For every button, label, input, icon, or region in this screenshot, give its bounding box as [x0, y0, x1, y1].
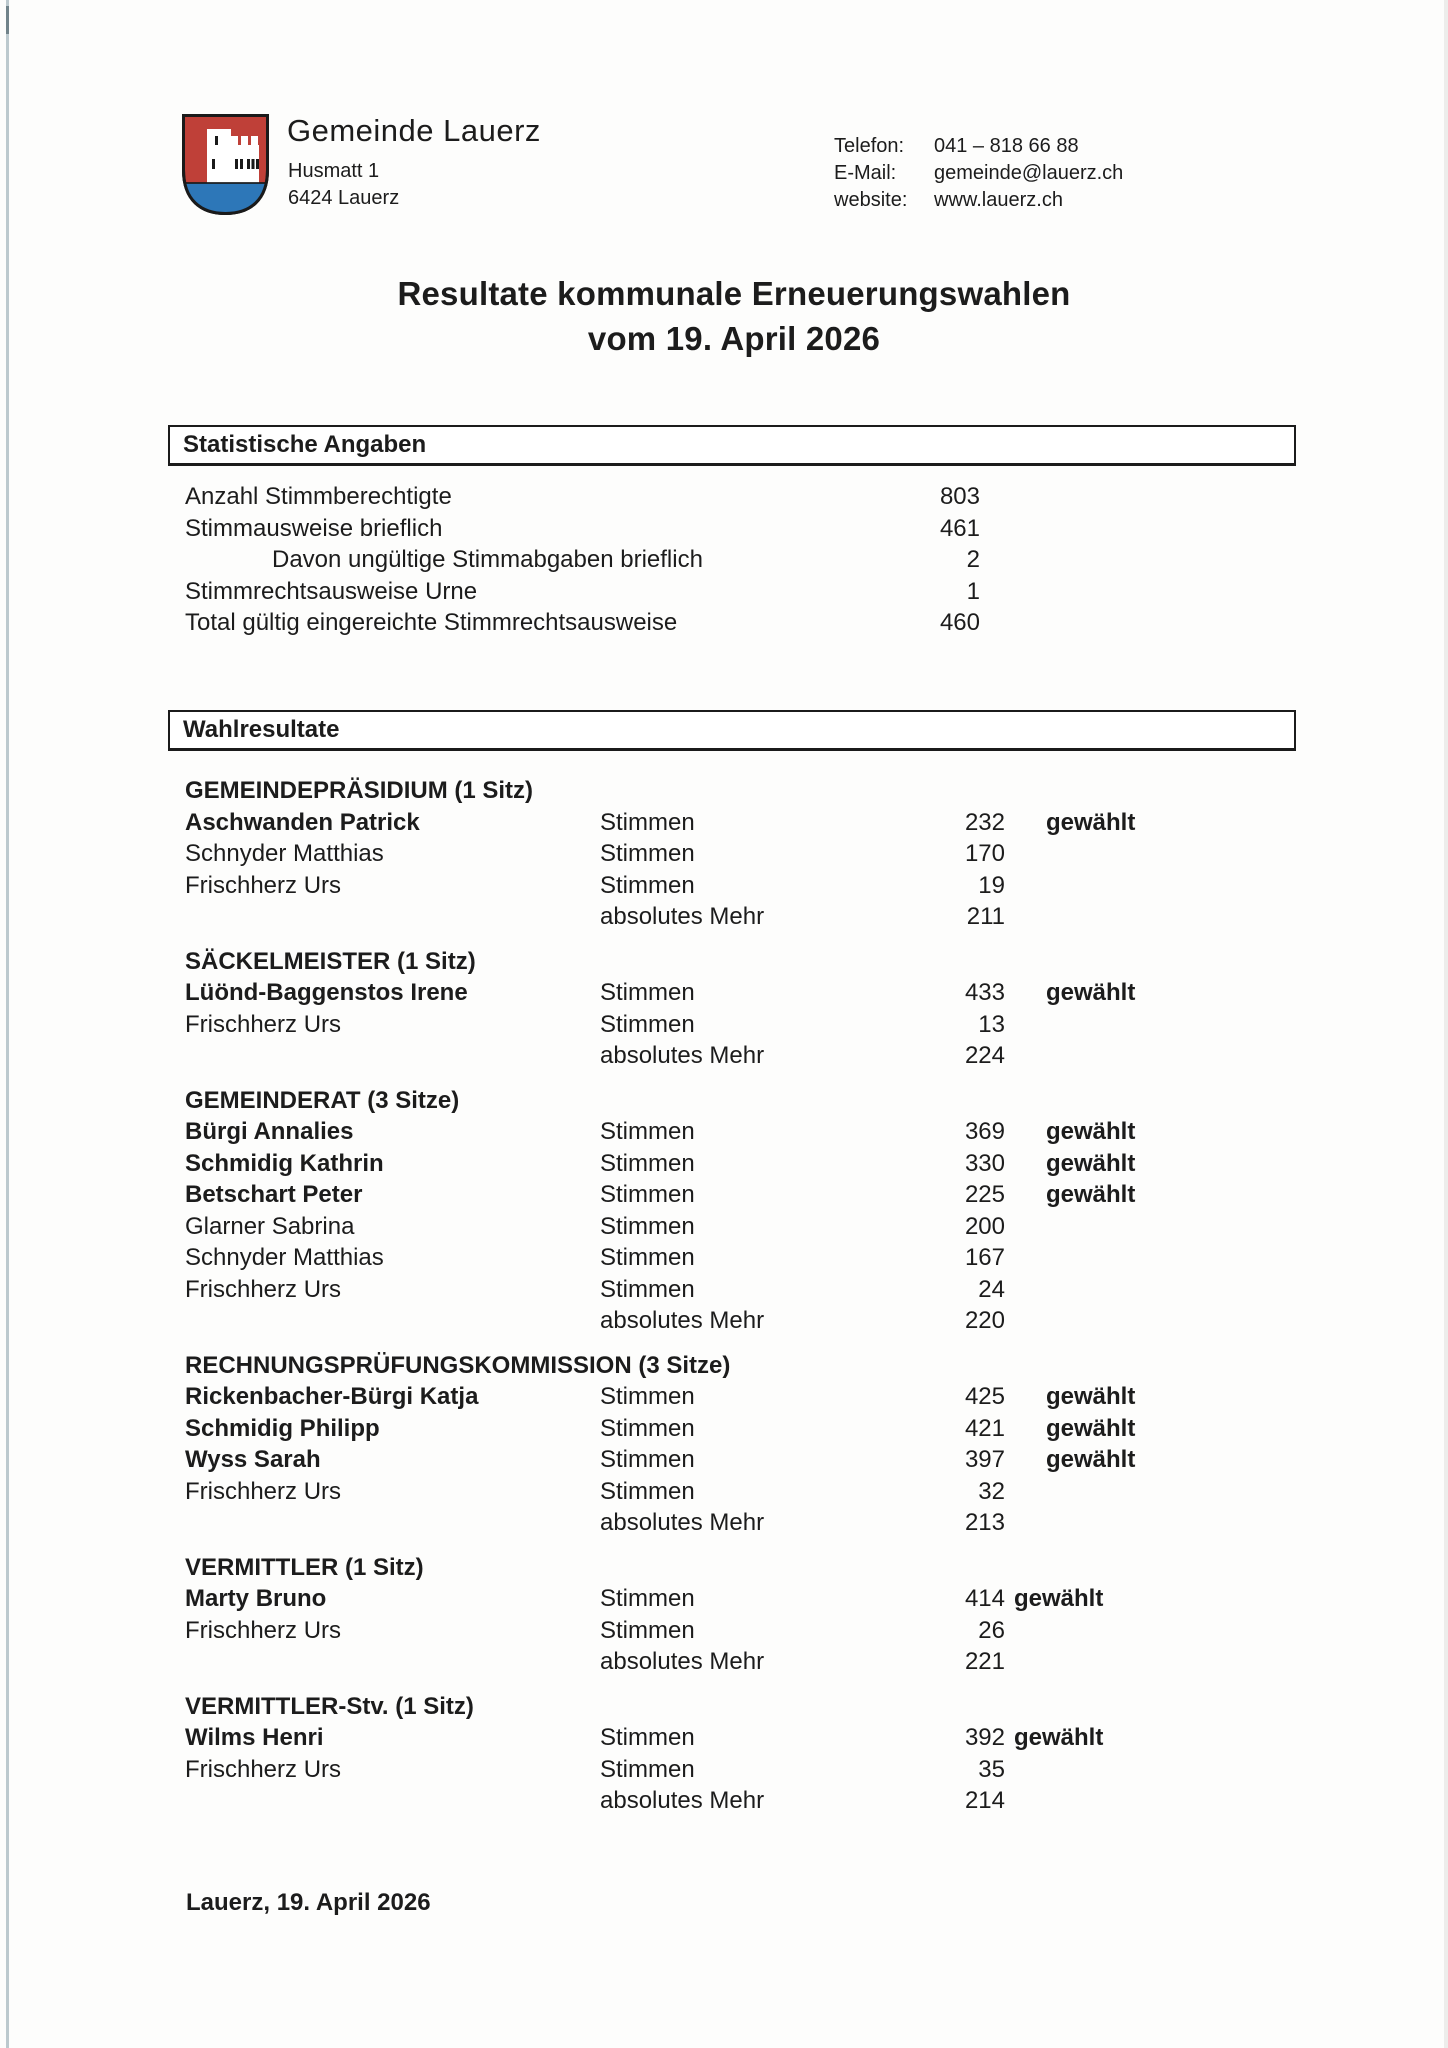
result-row: [185, 1583, 1135, 1615]
votes-label: Stimmen: [600, 1446, 695, 1473]
stats-label: Total gültig eingereichte Stimmrechtsausweise: [185, 609, 678, 636]
elected-badge: gewählt: [1046, 1118, 1136, 1145]
votes-label: Stimmen: [600, 1383, 695, 1410]
result-row: [185, 1476, 1135, 1508]
result-row: [185, 1507, 1135, 1539]
votes-value: 214: [964, 1787, 1005, 1814]
result-row: [185, 1009, 1135, 1041]
elected-badge: gewählt: [1046, 1383, 1136, 1410]
votes-label: absolutes Mehr: [600, 1307, 765, 1334]
votes-value: 221: [964, 1648, 1005, 1675]
votes-label: Stimmen: [600, 1477, 695, 1505]
candidate-name: Marty Bruno: [185, 1585, 327, 1612]
votes-value: 225: [964, 1181, 1005, 1208]
result-row: [185, 1242, 1135, 1274]
votes-value: 414: [964, 1585, 1005, 1612]
stats-row: [185, 544, 980, 576]
candidate-name: Wilms Henri: [185, 1724, 324, 1751]
candidate-name: [185, 1785, 600, 1817]
contest-title: GEMEINDERAT (3 Sitze): [185, 1086, 460, 1114]
contact-block: [834, 133, 1123, 214]
votes-label: Stimmen: [600, 979, 695, 1006]
document-title-line1: Resultate kommunale Erneuerungswahlen: [397, 275, 1071, 312]
stats-row: [185, 576, 980, 608]
votes-value: 170: [964, 840, 1005, 867]
votes-label: Stimmen: [600, 1244, 695, 1271]
votes-value: 330: [964, 1149, 1005, 1177]
candidate-name: [185, 1507, 600, 1539]
votes-value: 397: [964, 1446, 1005, 1473]
contest: [185, 1552, 1135, 1678]
votes-value: 32: [978, 1477, 1005, 1505]
result-row: [185, 1646, 1135, 1678]
document-title-line2: vom 19. April 2026: [587, 320, 881, 357]
result-row: [185, 838, 1135, 870]
scan-artifact-left-edge-dark: [6, 6, 9, 34]
votes-label: Stimmen: [600, 1118, 695, 1145]
result-row: [185, 977, 1135, 1009]
stats-row: [185, 607, 980, 639]
candidate-name: [185, 1040, 600, 1072]
votes-label: Stimmen: [600, 1414, 695, 1442]
result-row: [185, 1179, 1135, 1211]
stats-label: Stimmausweise brieflich: [185, 514, 443, 542]
candidate-name: Schnyder Matthias: [185, 1244, 384, 1271]
website-value: www.lauerz.ch: [934, 189, 1063, 211]
election-results: [185, 775, 1135, 1830]
email-value: gemeinde@lauerz.ch: [934, 162, 1124, 184]
candidate-name: Schnyder Matthias: [185, 840, 384, 867]
votes-label: Stimmen: [600, 1275, 695, 1303]
result-row: [185, 1211, 1135, 1243]
votes-value: 167: [964, 1244, 1005, 1271]
result-row: [185, 1274, 1135, 1306]
stats-value: 803: [939, 483, 980, 510]
elected-badge: gewählt: [1046, 1181, 1136, 1208]
stats-value: 460: [939, 609, 980, 636]
stats-label: Stimmrechtsausweise Urne: [185, 577, 478, 605]
contact-row-website: [834, 187, 1123, 214]
stats-value: 2: [966, 546, 980, 573]
result-row: [185, 901, 1135, 933]
result-row: [185, 1754, 1135, 1786]
votes-label: Stimmen: [600, 808, 695, 836]
candidate-name: [185, 901, 600, 933]
candidate-name: Rickenbacher-Bürgi Katja: [185, 1383, 479, 1410]
result-row: [185, 870, 1135, 902]
votes-label: Stimmen: [600, 1212, 695, 1240]
candidate-name: [185, 1305, 600, 1337]
votes-value: 433: [964, 979, 1005, 1006]
votes-label: Stimmen: [600, 1724, 695, 1751]
votes-value: 26: [978, 1616, 1005, 1644]
elected-badge: gewählt: [1046, 979, 1136, 1006]
result-row: [185, 1381, 1135, 1413]
result-row: [185, 1785, 1135, 1817]
lauerz-coat-of-arms-icon: [179, 111, 272, 223]
candidate-name: Lüönd-Baggenstos Irene: [185, 979, 468, 1006]
result-row: [185, 1722, 1135, 1754]
elected-badge: gewählt: [1046, 1149, 1136, 1177]
elected-badge: gewählt: [1014, 1585, 1104, 1612]
candidate-name: Bürgi Annalies: [185, 1118, 354, 1145]
address-line-2: 6424 Lauerz: [288, 187, 400, 209]
candidate-name: Schmidig Kathrin: [185, 1149, 384, 1177]
stats-row: [185, 513, 980, 545]
stats-value: 1: [966, 577, 980, 605]
contest: [185, 946, 1135, 1072]
candidate-name: Frischherz Urs: [185, 1010, 342, 1038]
contact-row-email: [834, 160, 1123, 187]
votes-label: Stimmen: [600, 1181, 695, 1208]
stats-row: [185, 481, 980, 513]
phone-label: Telefon:: [834, 135, 905, 157]
votes-label: absolutes Mehr: [600, 1648, 765, 1675]
date-footer: Lauerz, 19. April 2026: [186, 1889, 431, 1916]
votes-value: 13: [978, 1010, 1005, 1038]
contest-title: VERMITTLER-Stv. (1 Sitz): [185, 1692, 474, 1720]
candidate-name: Frischherz Urs: [185, 871, 342, 899]
votes-value: 369: [964, 1118, 1005, 1145]
candidate-name: Betschart Peter: [185, 1181, 363, 1208]
result-row: [185, 1615, 1135, 1647]
document-title: [24, 271, 1444, 361]
contest-title: RECHNUNGSPRÜFUNGSKOMMISSION (3 Sitze): [185, 1351, 731, 1379]
contest-title: VERMITTLER (1 Sitz): [185, 1553, 424, 1581]
candidate-name: Frischherz Urs: [185, 1275, 342, 1303]
votes-value: 392: [964, 1724, 1005, 1751]
candidate-name: [185, 1646, 600, 1678]
votes-value: 19: [978, 871, 1005, 899]
candidate-name: Schmidig Philipp: [185, 1414, 380, 1442]
votes-label: Stimmen: [600, 1616, 695, 1644]
statistics-rows: [185, 481, 980, 639]
stats-label: Anzahl Stimmberechtigte: [185, 483, 452, 510]
result-row: [185, 1148, 1135, 1180]
elected-badge: gewählt: [1014, 1724, 1104, 1751]
votes-value: 211: [966, 903, 1005, 930]
municipality-name: Gemeinde Lauerz: [287, 113, 541, 148]
votes-value: 421: [964, 1414, 1005, 1442]
section-box-results: [168, 710, 1296, 751]
municipality-address: [288, 158, 399, 212]
votes-value: 232: [964, 808, 1005, 836]
candidate-name: Glarner Sabrina: [185, 1212, 355, 1240]
section-box-statistics: [168, 425, 1296, 466]
votes-label: absolutes Mehr: [600, 1787, 765, 1814]
address-line-1: Husmatt 1: [288, 160, 380, 182]
email-label: E-Mail:: [834, 162, 897, 184]
votes-label: Stimmen: [600, 1585, 695, 1612]
phone-value: 041 – 818 66 88: [934, 135, 1079, 157]
stats-label: Davon ungültige Stimmabgaben brieflich: [272, 546, 703, 573]
result-row: [185, 1444, 1135, 1476]
votes-label: absolutes Mehr: [600, 1042, 765, 1069]
candidate-name: Frischherz Urs: [185, 1616, 342, 1644]
elected-badge: gewählt: [1046, 1414, 1136, 1442]
votes-value: 24: [978, 1275, 1005, 1303]
votes-value: 425: [964, 1383, 1005, 1410]
scan-artifact-right-edge: [1444, 0, 1448, 2048]
result-row: [185, 1413, 1135, 1445]
votes-label: Stimmen: [600, 840, 695, 867]
result-row: [185, 1116, 1135, 1148]
votes-value: 200: [964, 1212, 1005, 1240]
elected-badge: gewählt: [1046, 808, 1136, 836]
candidate-name: Wyss Sarah: [185, 1446, 321, 1473]
candidate-name: Aschwanden Patrick: [185, 808, 420, 836]
votes-label: Stimmen: [600, 1755, 695, 1783]
votes-label: absolutes Mehr: [600, 1509, 765, 1536]
votes-value: 220: [964, 1307, 1005, 1334]
votes-value: 35: [978, 1755, 1005, 1783]
contest-title: SÄCKELMEISTER (1 Sitz): [185, 947, 476, 975]
contest: [185, 775, 1135, 933]
votes-value: 213: [964, 1509, 1005, 1536]
scan-artifact-left-edge: [6, 0, 9, 2048]
candidate-name: Frischherz Urs: [185, 1477, 342, 1505]
results-heading: Wahlresultate: [183, 716, 340, 743]
votes-label: Stimmen: [600, 1149, 695, 1177]
result-row: [185, 1040, 1135, 1072]
contest: [185, 1691, 1135, 1817]
votes-label: Stimmen: [600, 1010, 695, 1038]
stats-value: 461: [939, 514, 980, 542]
votes-label: Stimmen: [600, 871, 695, 899]
votes-label: absolutes Mehr: [600, 903, 765, 930]
contest-title: GEMEINDEPRÄSIDIUM (1 Sitz): [185, 777, 534, 804]
result-row: [185, 1305, 1135, 1337]
candidate-name: Frischherz Urs: [185, 1755, 342, 1783]
contest: [185, 1085, 1135, 1337]
votes-value: 224: [964, 1042, 1005, 1069]
website-label: website:: [834, 189, 908, 211]
contact-row-phone: [834, 133, 1123, 160]
statistics-heading: Statistische Angaben: [183, 431, 427, 458]
result-row: [185, 807, 1135, 839]
elected-badge: gewählt: [1046, 1446, 1136, 1473]
contest: [185, 1350, 1135, 1539]
